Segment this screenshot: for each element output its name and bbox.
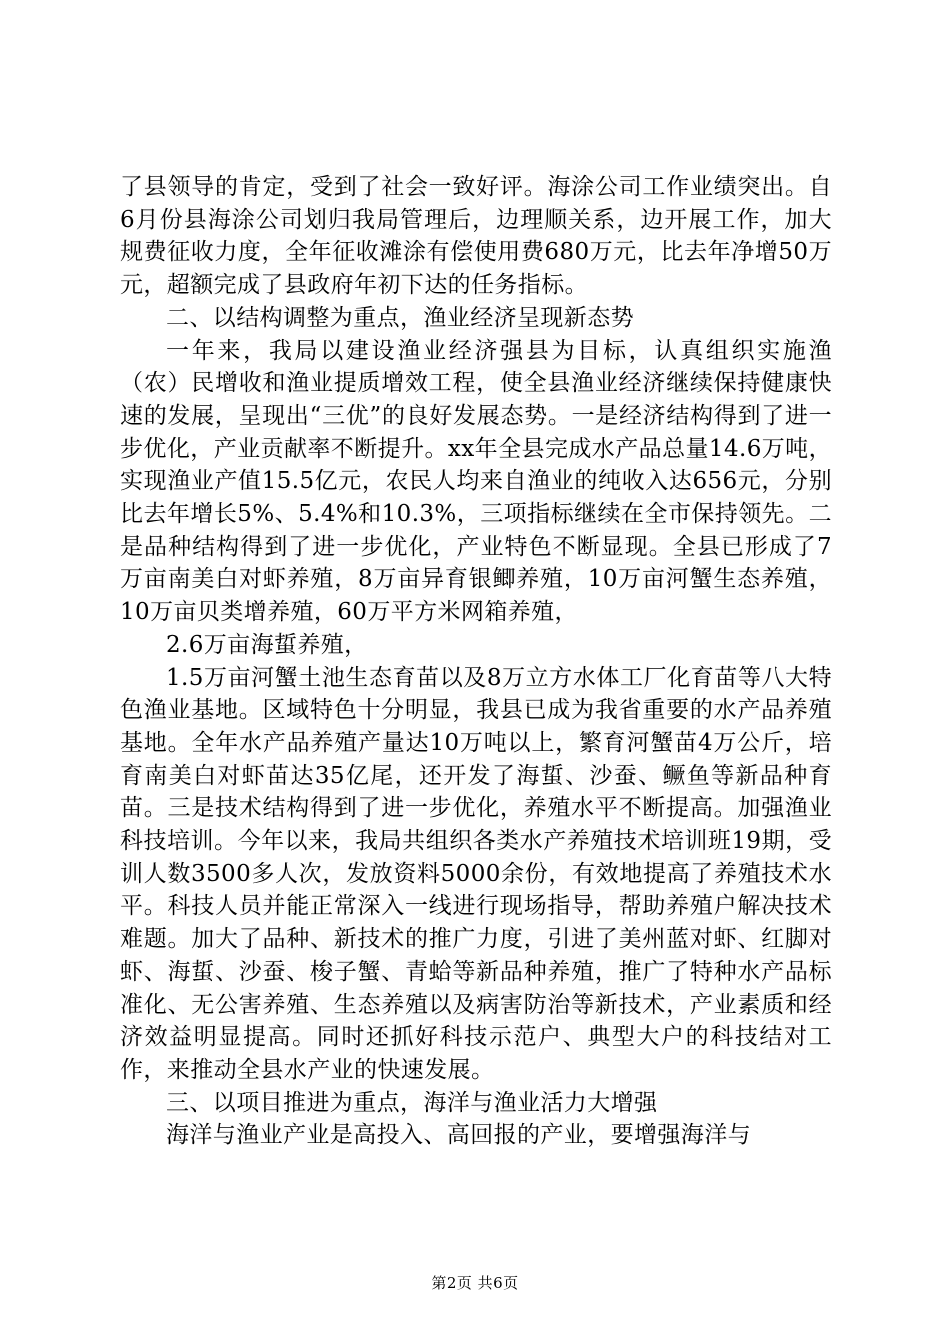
paragraph: 海洋与渔业产业是高投入、高回报的产业，要增强海洋与 <box>166 1122 751 1149</box>
section-heading-3: 三、以项目推进为重点，海洋与渔业活力大增强 <box>166 1089 658 1116</box>
document-body <box>120 171 832 1152</box>
page-number-footer: 第2页 共6页 <box>431 1274 519 1292</box>
section-heading-2: 二、以结构调整为重点，渔业经济呈现新态势 <box>166 304 634 331</box>
paragraph: 2.6万亩海蜇养殖， <box>166 631 368 658</box>
paragraph-continued: 了县领导的肯定，受到了社会一致好评。海涂公司工作业绩突出。自6月份县海涂公司划归我局管理后，边理顺关系，边开展工作，加大规费征收力度，全年征收滩涂有偿使用费680万元，比去年净增50万元，超额完成了县政府年初下达的任务指标。 <box>120 174 832 299</box>
paragraph: 1.5万亩河蟹土池生态育苗以及8万立方水体工厂化育苗等八大特色渔业基地。区域特色十分明显，我县已成为我省重要的水产品养殖基地。全年水产品养殖产量达10万吨以上，繁育河蟹苗4万公斤，培育南美白对虾苗达35亿尾，还开发了海蜇、沙蚕、鳜鱼等新品种育苗。三是技术结构得到了进一步优化，养殖水平不断提高。加强渔业科技培训。今年以来，我局共组织各类水产养殖技术培训班19期，受训人数3500多人次，发放资料5000余份，有效地提高了养殖技术水平。科技人员并能正常深入一线进行现场指导，帮助养殖户解决技术难题。加大了品种、新技术的推广力度，引进了美州蓝对虾、红脚对虾、海蜇、沙蚕、梭子蟹、青蛤等新品种养殖，推广了特种水产品标准化、无公害养殖、生态养殖以及病害防治等新技术，产业素质和经济效益明显提高。同时还抓好科技示范户、典型大户的科技结对工作，来推动全县水产业的快速发展。 <box>120 664 832 1083</box>
paragraph: 一年来，我局以建设渔业经济强县为目标，认真组织实施渔（农）民增收和渔业提质增效工程，使全县渔业经济继续保持健康快速的发展，呈现出“三优”的良好发展态势。一是经济结构得到了进一步优化，产业贡献率不断提升。xx年全县完成水产品总量14.6万吨，实现渔业产值15.5亿元，农民人均来自渔业的纯收入达656元，分别比去年增长5%、5.4%和10.3%，三项指标继续在全市保持领先。二是品种结构得到了进一步优化，产业特色不断显现。全县已形成了7万亩南美白对虾养殖，8万亩异育银鲫养殖，10万亩河蟹生态养殖，10万亩贝类增养殖，60万平方米网箱养殖， <box>120 337 832 626</box>
